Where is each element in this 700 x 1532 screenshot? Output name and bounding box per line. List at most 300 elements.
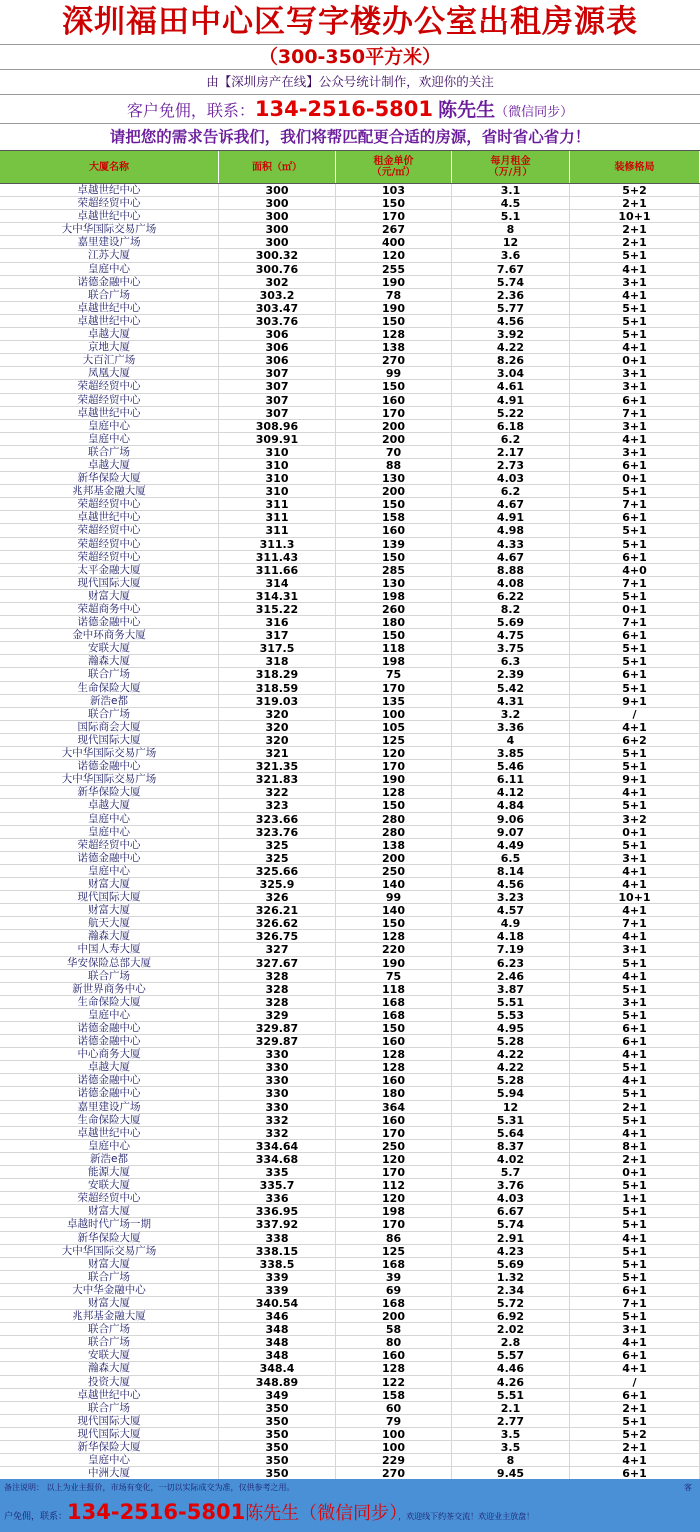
- cell-building: 卓越大厦: [0, 799, 219, 811]
- cell-monthly-rent: 4.18: [452, 930, 570, 942]
- cell-layout: 5+1: [570, 747, 700, 759]
- table-row: [0, 538, 700, 551]
- cell-area: 326: [219, 891, 336, 903]
- table-row: [0, 433, 700, 446]
- cell-layout: 4+1: [570, 878, 700, 890]
- cell-monthly-rent: 5.69: [452, 616, 570, 628]
- table-row: [0, 564, 700, 577]
- cell-building: 卓越世纪中心: [0, 315, 219, 327]
- cell-area: 330: [219, 1074, 336, 1086]
- cell-monthly-rent: 6.92: [452, 1310, 570, 1322]
- table-row: [0, 1087, 700, 1100]
- cell-monthly-rent: 4.23: [452, 1245, 570, 1257]
- cell-monthly-rent: 4.22: [452, 341, 570, 353]
- cell-area: 318.59: [219, 682, 336, 694]
- cell-building: 航天大厦: [0, 917, 219, 929]
- table-row: [0, 1048, 700, 1061]
- cell-building: 瀚森大厦: [0, 655, 219, 667]
- cell-building: 皇庭中心: [0, 813, 219, 825]
- cell-area: 335.7: [219, 1179, 336, 1191]
- cell-layout: 5+1: [570, 1179, 700, 1191]
- cell-building: 安联大厦: [0, 1179, 219, 1191]
- cell-building: 卓越世纪中心: [0, 1389, 219, 1401]
- table-row: [0, 747, 700, 760]
- cell-unit-price: 150: [336, 917, 452, 929]
- cell-building: 能源大厦: [0, 1166, 219, 1178]
- cell-monthly-rent: 5.28: [452, 1074, 570, 1086]
- table-row: [0, 616, 700, 629]
- cell-unit-price: 140: [336, 904, 452, 916]
- cell-layout: 5+1: [570, 642, 700, 654]
- cell-layout: 10+1: [570, 210, 700, 222]
- cell-building: 新浩e都: [0, 1153, 219, 1165]
- table-row: [0, 184, 700, 197]
- cell-unit-price: 170: [336, 1218, 452, 1230]
- cell-area: 326.21: [219, 904, 336, 916]
- cell-area: 329.87: [219, 1035, 336, 1047]
- cell-unit-price: 280: [336, 813, 452, 825]
- cell-area: 307: [219, 407, 336, 419]
- cell-layout: 5+1: [570, 1087, 700, 1099]
- cell-unit-price: 78: [336, 289, 452, 301]
- table-row: [0, 551, 700, 564]
- footer-note-right: 客: [684, 1483, 692, 1492]
- cell-monthly-rent: 6.3: [452, 655, 570, 667]
- cell-unit-price: 200: [336, 433, 452, 445]
- footer-phone[interactable]: 134-2516-5801: [67, 1500, 246, 1524]
- cell-monthly-rent: 5.64: [452, 1127, 570, 1139]
- cell-unit-price: 168: [336, 1009, 452, 1021]
- table-row: [0, 1114, 700, 1127]
- cell-monthly-rent: 9.45: [452, 1467, 570, 1479]
- cell-monthly-rent: 2.46: [452, 970, 570, 982]
- cell-area: 350: [219, 1415, 336, 1427]
- cell-area: 321: [219, 747, 336, 759]
- cell-area: 308.96: [219, 420, 336, 432]
- cell-layout: 0+1: [570, 603, 700, 615]
- cell-layout: 6+1: [570, 1349, 700, 1361]
- cell-unit-price: 135: [336, 695, 452, 707]
- cell-monthly-rent: 7.67: [452, 263, 570, 275]
- cell-area: 334.68: [219, 1153, 336, 1165]
- cell-area: 307: [219, 367, 336, 379]
- contact-phone[interactable]: 134-2516-5801: [254, 97, 434, 121]
- cell-layout: 5+1: [570, 328, 700, 340]
- cell-area: 329.87: [219, 1022, 336, 1034]
- cell-building: 现代国际大厦: [0, 1428, 219, 1440]
- cell-layout: 5+1: [570, 760, 700, 772]
- cell-monthly-rent: 4.67: [452, 498, 570, 510]
- cell-layout: 4+1: [570, 433, 700, 445]
- cell-monthly-rent: 6.2: [452, 485, 570, 497]
- table-row: [0, 1310, 700, 1323]
- cell-layout: 6+1: [570, 551, 700, 563]
- cell-layout: 4+1: [570, 1232, 700, 1244]
- cell-building: 卓越大厦: [0, 459, 219, 471]
- table-row: [0, 1205, 700, 1218]
- cell-monthly-rent: 5.22: [452, 407, 570, 419]
- cell-monthly-rent: 2.17: [452, 446, 570, 458]
- cell-layout: 2+1: [570, 1101, 700, 1113]
- cell-unit-price: 100: [336, 1441, 452, 1453]
- cell-monthly-rent: 7.19: [452, 943, 570, 955]
- cell-unit-price: 170: [336, 1166, 452, 1178]
- table-row: [0, 249, 700, 262]
- table-row: [0, 1323, 700, 1336]
- column-header-layout: 装修格局: [570, 151, 700, 183]
- cell-building: 荣超经贸中心: [0, 197, 219, 209]
- cell-building: 兆邦基金融大厦: [0, 1310, 219, 1322]
- cell-monthly-rent: 2.1: [452, 1402, 570, 1414]
- cell-layout: 6+1: [570, 1035, 700, 1047]
- cell-unit-price: 105: [336, 721, 452, 733]
- cell-area: 325: [219, 852, 336, 864]
- cell-area: 328: [219, 983, 336, 995]
- cell-unit-price: 267: [336, 223, 452, 235]
- cell-building: 联合广场: [0, 289, 219, 301]
- cell-unit-price: 150: [336, 380, 452, 392]
- cell-area: 350: [219, 1402, 336, 1414]
- cell-unit-price: 168: [336, 996, 452, 1008]
- table-row: [0, 511, 700, 524]
- cell-area: 330: [219, 1061, 336, 1073]
- cell-monthly-rent: 4.75: [452, 629, 570, 641]
- cell-monthly-rent: 3.04: [452, 367, 570, 379]
- cell-unit-price: 270: [336, 354, 452, 366]
- cell-unit-price: 250: [336, 1140, 452, 1152]
- table-row: [0, 1441, 700, 1454]
- table-row: [0, 1022, 700, 1035]
- cell-monthly-rent: 3.75: [452, 642, 570, 654]
- cell-layout: 0+1: [570, 1166, 700, 1178]
- cell-unit-price: 198: [336, 590, 452, 602]
- table-row: [0, 236, 700, 249]
- cell-unit-price: 198: [336, 655, 452, 667]
- contact-line: [0, 95, 700, 124]
- cell-building: 兆邦基金融大厦: [0, 485, 219, 497]
- cell-building: 联合广场: [0, 970, 219, 982]
- footer-contact: [0, 1497, 700, 1527]
- cell-monthly-rent: 4.56: [452, 315, 570, 327]
- cell-unit-price: 200: [336, 485, 452, 497]
- cell-monthly-rent: 5.51: [452, 1389, 570, 1401]
- table-row: [0, 1415, 700, 1428]
- cell-layout: 6+1: [570, 1389, 700, 1401]
- cell-unit-price: 99: [336, 891, 452, 903]
- cell-unit-price: 160: [336, 1074, 452, 1086]
- table-row: [0, 799, 700, 812]
- cell-building: 卓越世纪中心: [0, 210, 219, 222]
- cell-area: 340.54: [219, 1297, 336, 1309]
- cell-layout: 2+1: [570, 197, 700, 209]
- cell-unit-price: 130: [336, 472, 452, 484]
- cell-building: 国际商会大厦: [0, 721, 219, 733]
- cell-layout: 0+1: [570, 826, 700, 838]
- cell-building: 卓越时代广场一期: [0, 1218, 219, 1230]
- cell-unit-price: 150: [336, 799, 452, 811]
- cell-area: 320: [219, 721, 336, 733]
- cell-unit-price: 138: [336, 839, 452, 851]
- cell-layout: 4+1: [570, 904, 700, 916]
- cell-unit-price: 118: [336, 983, 452, 995]
- cell-layout: 4+1: [570, 289, 700, 301]
- cell-monthly-rent: 5.53: [452, 1009, 570, 1021]
- cell-area: 318.29: [219, 668, 336, 680]
- cell-monthly-rent: 6.2: [452, 433, 570, 445]
- cell-layout: 4+1: [570, 1362, 700, 1374]
- cell-area: 330: [219, 1101, 336, 1113]
- cell-unit-price: 280: [336, 826, 452, 838]
- cell-unit-price: 158: [336, 511, 452, 523]
- cell-monthly-rent: 9.06: [452, 813, 570, 825]
- cell-layout: 5+1: [570, 983, 700, 995]
- cell-unit-price: 170: [336, 407, 452, 419]
- table-row: [0, 223, 700, 236]
- cell-layout: 3+1: [570, 943, 700, 955]
- cell-area: 348: [219, 1349, 336, 1361]
- cell-layout: 4+1: [570, 865, 700, 877]
- cell-monthly-rent: 5.74: [452, 1218, 570, 1230]
- cell-monthly-rent: 5.7: [452, 1166, 570, 1178]
- cell-layout: 5+1: [570, 1310, 700, 1322]
- page-subtitle: （300-350平方米）: [0, 45, 700, 70]
- cell-monthly-rent: 5.42: [452, 682, 570, 694]
- cell-layout: 5+1: [570, 538, 700, 550]
- cell-area: 306: [219, 341, 336, 353]
- table-row: [0, 1428, 700, 1441]
- cell-layout: 8+1: [570, 1140, 700, 1152]
- cell-area: 314.31: [219, 590, 336, 602]
- table-row: [0, 263, 700, 276]
- cell-area: 318: [219, 655, 336, 667]
- cell-monthly-rent: 3.6: [452, 249, 570, 261]
- cell-area: 311.43: [219, 551, 336, 563]
- cell-layout: 4+1: [570, 1048, 700, 1060]
- cell-layout: 5+1: [570, 1258, 700, 1270]
- cell-layout: 2+1: [570, 223, 700, 235]
- cell-monthly-rent: 4.67: [452, 551, 570, 563]
- table-row: [0, 891, 700, 904]
- cell-area: 317.5: [219, 642, 336, 654]
- footer-name: 陈先生（微信同步）: [245, 1503, 399, 1524]
- cell-building: 诺德金融中心: [0, 616, 219, 628]
- cell-monthly-rent: 8.88: [452, 564, 570, 576]
- cell-layout: 4+0: [570, 564, 700, 576]
- footer-contact-prefix: 户免佣，联系：: [4, 1512, 68, 1522]
- cell-unit-price: 128: [336, 328, 452, 340]
- cell-layout: 4+1: [570, 930, 700, 942]
- table-row: [0, 1061, 700, 1074]
- cell-unit-price: 139: [336, 538, 452, 550]
- cell-layout: 5+2: [570, 184, 700, 196]
- cell-building: 大百汇广场: [0, 354, 219, 366]
- table-row: [0, 590, 700, 603]
- cell-building: 皇庭中心: [0, 263, 219, 275]
- cell-unit-price: 250: [336, 865, 452, 877]
- table-row: [0, 1074, 700, 1087]
- cell-layout: 7+1: [570, 407, 700, 419]
- cell-layout: 9+1: [570, 773, 700, 785]
- cell-area: 310: [219, 459, 336, 471]
- table-row: [0, 1140, 700, 1153]
- cell-layout: 5+1: [570, 1009, 700, 1021]
- cell-area: 310: [219, 472, 336, 484]
- cell-building: 荣超经贸中心: [0, 380, 219, 392]
- table-row: [0, 197, 700, 210]
- cell-monthly-rent: 4.98: [452, 524, 570, 536]
- cell-unit-price: 190: [336, 302, 452, 314]
- cell-monthly-rent: 5.28: [452, 1035, 570, 1047]
- cell-area: 330: [219, 1048, 336, 1060]
- column-header-building: 大厦名称: [0, 151, 219, 183]
- cell-area: 300.76: [219, 263, 336, 275]
- cell-unit-price: 200: [336, 420, 452, 432]
- cell-building: 大中华国际交易广场: [0, 773, 219, 785]
- cell-area: 350: [219, 1428, 336, 1440]
- cell-building: 皇庭中心: [0, 1140, 219, 1152]
- cell-monthly-rent: 5.31: [452, 1114, 570, 1126]
- column-header-monthly-rent: 每月租金 （万/月）: [452, 151, 570, 183]
- cell-layout: 6+1: [570, 1284, 700, 1296]
- cell-monthly-rent: 4.22: [452, 1061, 570, 1073]
- table-row: [0, 773, 700, 786]
- cell-building: 金中环商务大厦: [0, 629, 219, 641]
- cell-area: 311.3: [219, 538, 336, 550]
- table-row: [0, 1402, 700, 1415]
- cell-building: 嘉里建设广场: [0, 236, 219, 248]
- cell-layout: 5+1: [570, 1061, 700, 1073]
- cell-monthly-rent: 5.72: [452, 1297, 570, 1309]
- cell-monthly-rent: 4.31: [452, 695, 570, 707]
- table-row: [0, 970, 700, 983]
- cell-area: 311: [219, 498, 336, 510]
- cell-monthly-rent: 4.03: [452, 1192, 570, 1204]
- table-row: [0, 668, 700, 681]
- cell-area: 307: [219, 394, 336, 406]
- cell-unit-price: 198: [336, 1205, 452, 1217]
- cell-unit-price: 128: [336, 1362, 452, 1374]
- table-row: [0, 1218, 700, 1231]
- cell-layout: 7+1: [570, 498, 700, 510]
- table-row: [0, 367, 700, 380]
- cell-area: 311: [219, 511, 336, 523]
- table-row: [0, 498, 700, 511]
- cell-area: 315.22: [219, 603, 336, 615]
- cell-area: 350: [219, 1441, 336, 1453]
- cell-layout: 0+1: [570, 354, 700, 366]
- table-row: [0, 459, 700, 472]
- cell-layout: 3+1: [570, 380, 700, 392]
- table-row: [0, 577, 700, 590]
- cell-unit-price: 86: [336, 1232, 452, 1244]
- cell-unit-price: 118: [336, 642, 452, 654]
- cell-unit-price: 120: [336, 249, 452, 261]
- cell-layout: 5+1: [570, 1271, 700, 1283]
- cell-building: 卓越世纪中心: [0, 511, 219, 523]
- cell-building: 皇庭中心: [0, 420, 219, 432]
- table-row: [0, 852, 700, 865]
- table-row: [0, 904, 700, 917]
- cell-layout: /: [570, 708, 700, 720]
- cell-building: 诺德金融中心: [0, 852, 219, 864]
- cell-unit-price: 170: [336, 682, 452, 694]
- cell-area: 328: [219, 996, 336, 1008]
- cell-building: 财富大厦: [0, 590, 219, 602]
- cell-layout: 3+1: [570, 367, 700, 379]
- cell-building: 现代国际大厦: [0, 734, 219, 746]
- table-row: [0, 878, 700, 891]
- footer-note-text: 备注说明： 以上为业主报价，市场有变化，一切以实际成交为准，仅供参考之用。: [4, 1483, 295, 1492]
- cell-monthly-rent: 2.73: [452, 459, 570, 471]
- cell-area: 339: [219, 1284, 336, 1296]
- cell-building: 新世界商务中心: [0, 983, 219, 995]
- cell-unit-price: 168: [336, 1297, 452, 1309]
- cell-unit-price: 138: [336, 341, 452, 353]
- cell-building: 联合广场: [0, 1271, 219, 1283]
- cell-layout: 4+1: [570, 1336, 700, 1348]
- cell-area: 325.66: [219, 865, 336, 877]
- cell-building: 江苏大厦: [0, 249, 219, 261]
- cell-monthly-rent: 4.5: [452, 197, 570, 209]
- table-row: [0, 1179, 700, 1192]
- cell-building: 现代国际大厦: [0, 577, 219, 589]
- cell-monthly-rent: 8: [452, 1454, 570, 1466]
- cell-monthly-rent: 4.95: [452, 1022, 570, 1034]
- cell-building: 联合广场: [0, 1336, 219, 1348]
- cell-layout: 2+1: [570, 1153, 700, 1165]
- cell-area: 328: [219, 970, 336, 982]
- cell-area: 323.76: [219, 826, 336, 838]
- cell-unit-price: 170: [336, 210, 452, 222]
- table-row: [0, 302, 700, 315]
- cell-layout: 5+1: [570, 485, 700, 497]
- cell-area: 335: [219, 1166, 336, 1178]
- cell-area: 327: [219, 943, 336, 955]
- cell-building: 中洲大厦: [0, 1467, 219, 1479]
- cell-monthly-rent: 4.84: [452, 799, 570, 811]
- cell-area: 323: [219, 799, 336, 811]
- cell-monthly-rent: 6.11: [452, 773, 570, 785]
- cell-area: 314: [219, 577, 336, 589]
- cell-unit-price: 190: [336, 957, 452, 969]
- cell-layout: 2+1: [570, 1441, 700, 1453]
- cell-monthly-rent: 12: [452, 1101, 570, 1113]
- cell-unit-price: 200: [336, 1310, 452, 1322]
- table-row: [0, 1454, 700, 1467]
- cell-building: 皇庭中心: [0, 826, 219, 838]
- cell-layout: 5+1: [570, 957, 700, 969]
- cell-area: 346: [219, 1310, 336, 1322]
- cell-monthly-rent: 6.5: [452, 852, 570, 864]
- cell-unit-price: 80: [336, 1336, 452, 1348]
- cell-layout: 5+1: [570, 799, 700, 811]
- cell-layout: 2+1: [570, 236, 700, 248]
- cell-building: 卓越大厦: [0, 328, 219, 340]
- cell-monthly-rent: 4.91: [452, 394, 570, 406]
- cell-area: 338.5: [219, 1258, 336, 1270]
- cell-area: 321.83: [219, 773, 336, 785]
- cell-unit-price: 160: [336, 1349, 452, 1361]
- cell-unit-price: 140: [336, 878, 452, 890]
- cell-unit-price: 79: [336, 1415, 452, 1427]
- cell-area: 300: [219, 223, 336, 235]
- cell-building: 诺德金融中心: [0, 1074, 219, 1086]
- cell-building: 生命保险大厦: [0, 682, 219, 694]
- cell-building: 荣超经贸中心: [0, 498, 219, 510]
- cell-area: 310: [219, 446, 336, 458]
- contact-name: 陈先生: [438, 99, 496, 121]
- cell-building: 新华保险大厦: [0, 472, 219, 484]
